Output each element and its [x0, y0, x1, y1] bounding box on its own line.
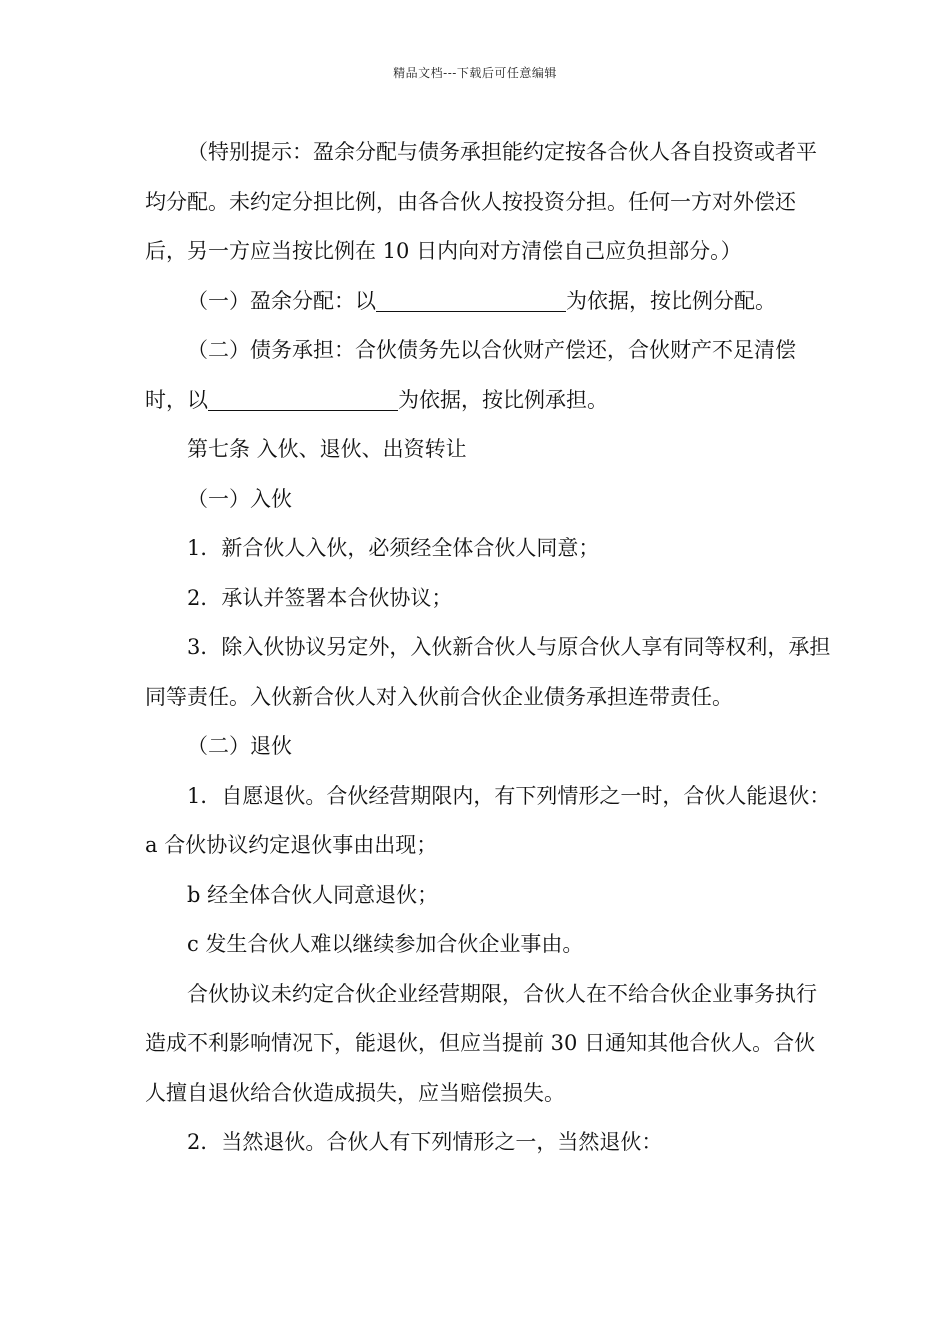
article-seven-heading: 第七条 入伙、退伙、出资转让	[187, 437, 467, 461]
admission-item-2: 2．承认并签署本合伙协议；	[187, 585, 453, 610]
section-withdrawal-heading: （二）退伙	[187, 734, 292, 758]
paragraph-profit-distribution	[145, 277, 835, 327]
debt-bearing-text-before: （二）债务承担：合伙债务先以合伙财产偿还，合伙财产不足清偿时，以	[145, 338, 796, 412]
page-header: 精品文档---下载后可任意编辑	[393, 66, 557, 80]
section-admission-heading: （一）入伙	[187, 486, 292, 511]
document-body	[145, 128, 835, 1168]
withdrawal-no-term-paragraph: 合伙协议未约定合伙企业经营期限，合伙人在不给合伙企业事务执行造成不利影响情况下，能退伙，但应当提前 30 日通知其他合伙人。合伙人擅自退伙给合伙造成损失，应当赔偿损失。	[145, 981, 817, 1105]
withdrawal-item-1b: b 经全体合伙人同意退伙；	[187, 882, 439, 907]
paragraph-special-note: （特别提示：盈余分配与债务承担能约定按各合伙人各自投资或者平均分配。未约定分担比例，由各合伙人按投资分担。任何一方对外偿还后，另一方应当按比例在 10 日内向对方清偿自己应负担部分。）	[145, 140, 817, 263]
debt-bearing-text-after: 为依据，按比例承担。	[398, 387, 608, 412]
debt-bearing-blank[interactable]	[208, 390, 398, 411]
withdrawal-item-2: 2．当然退伙。合伙人有下列情形之一，当然退伙：	[187, 1130, 663, 1154]
withdrawal-item-1c: c 发生合伙人难以继续参加合伙企业事由。	[187, 932, 584, 956]
withdrawal-item-1: 1．自愿退伙。合伙经营期限内，有下列情形之一时，合伙人能退伙：a 合伙协议约定退伙事由出现；	[145, 783, 831, 857]
admission-item-3: 3．除入伙协议另定外，入伙新合伙人与原合伙人享有同等权利，承担同等责任。入伙新合伙人对入伙前合伙企业债务承担连带责任。	[145, 635, 831, 709]
profit-distribution-text-before: （一）盈余分配：以	[187, 288, 376, 313]
profit-distribution-text-after: 为依据，按比例分配。	[566, 288, 776, 313]
admission-item-1: 1．新合伙人入伙，必须经全体合伙人同意；	[187, 536, 600, 560]
profit-distribution-blank[interactable]	[376, 291, 566, 312]
paragraph-debt-bearing	[145, 326, 835, 425]
